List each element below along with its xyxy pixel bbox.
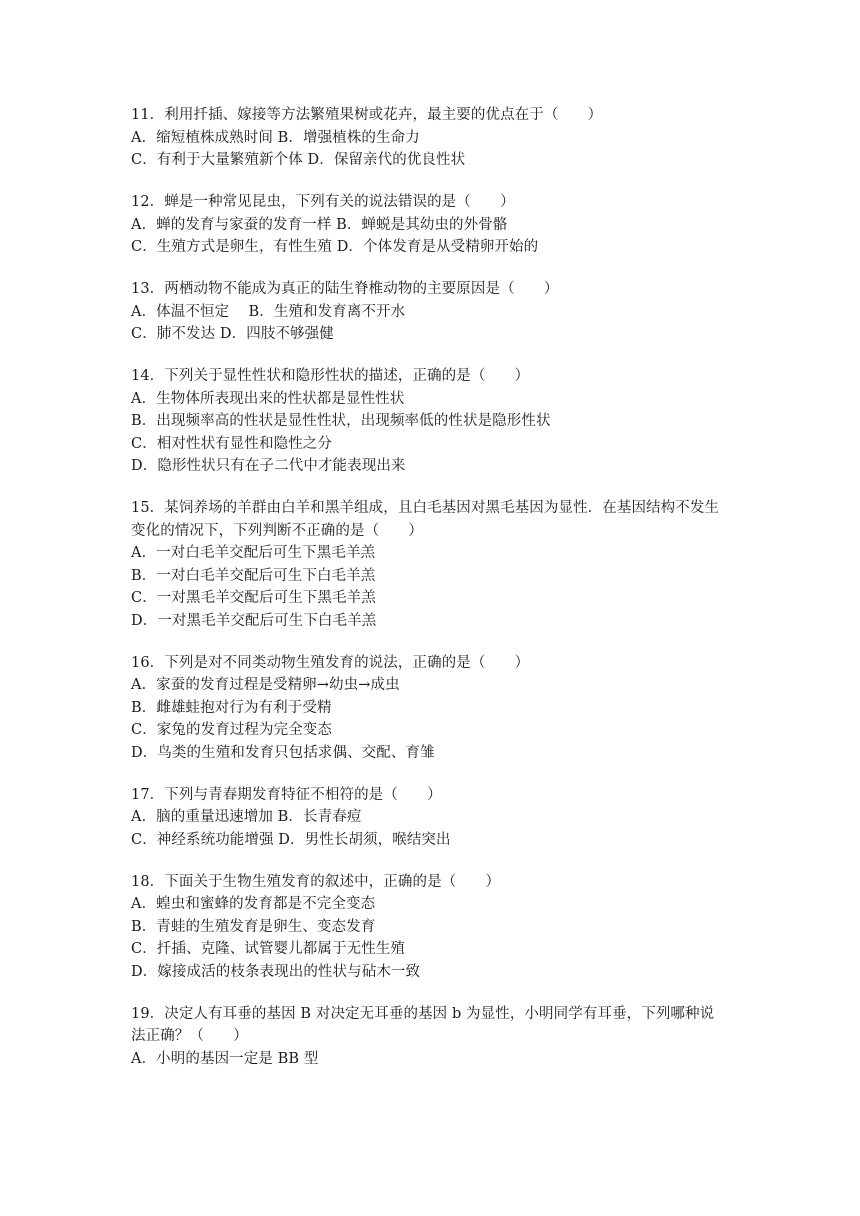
question-sheet	[131, 104, 741, 1090]
option-line: D．一对黑毛羊交配后可生下白毛羊羔	[131, 612, 377, 629]
question-text: 利用扦插、嫁接等方法繁殖果树或花卉，最主要的优点在于（ ）	[164, 107, 603, 123]
option-line: C．一对黑毛羊交配后可生下黑毛羊羔	[131, 590, 376, 606]
option-line: A．蝉的发育与家蚕的发育一样 B．蝉蜕是其幼虫的外骨骼	[131, 216, 508, 233]
option-line: A．一对白毛羊交配后可生下黑毛羊羔	[131, 545, 376, 561]
option-line: A．缩短植株成熟时间 B．增强植株的生命力	[131, 129, 420, 146]
option-line: D．鸟类的生殖和发育只包括求偶、交配、育雏	[131, 744, 435, 761]
question-text: 蝉是一种常见昆虫，下列有关的说法错误的是（ ）	[164, 194, 515, 210]
question-12	[131, 191, 741, 259]
question-number: 14．	[131, 368, 165, 384]
question-number: 12．	[131, 194, 165, 210]
option-line: B．出现频率高的性状是显性性状，出现频率低的性状是隐形性状	[131, 413, 551, 429]
question-stem	[131, 871, 741, 894]
question-text: 下列是对不同类动物生殖发育的说法，正确的是（ ）	[164, 654, 530, 671]
question-number: 15．	[131, 500, 165, 516]
question-number: 11．	[131, 107, 165, 123]
question-stem	[131, 652, 741, 675]
question-15	[131, 497, 741, 632]
question-stem	[131, 365, 741, 388]
option-line: B．一对白毛羊交配后可生下白毛羊羔	[131, 567, 376, 584]
question-18	[131, 871, 741, 984]
question-stem	[131, 191, 741, 214]
question-text: 下面关于生物生殖发育的叙述中，正确的是（ ）	[164, 873, 501, 890]
question-13	[131, 278, 741, 346]
question-number: 13．	[131, 281, 165, 297]
question-text: 决定人有耳垂的基因 B 对决定无耳垂的基因 b 为显性，小明同学有耳垂，下列哪种说	[164, 1005, 715, 1022]
question-number: 16．	[131, 654, 165, 671]
option-line: C．家兔的发育过程为完全变态	[131, 722, 332, 738]
question-number: 17．	[131, 786, 165, 803]
option-line: B．雌雄蛙抱对行为有利于受精	[131, 699, 332, 716]
question-text-continued: 法正确？（ ）	[131, 1028, 248, 1044]
question-stem	[131, 784, 741, 807]
question-text: 两栖动物不能成为真正的陆生脊椎动物的主要原因是（ ）	[164, 281, 559, 297]
question-text-continued: 变化的情况下，下列判断不正确的是（ ）	[131, 522, 423, 539]
option-line: A．体温不恒定 B．生殖和发育离不开水	[131, 303, 406, 320]
question-17	[131, 784, 741, 852]
question-stem	[131, 497, 741, 520]
question-11	[131, 104, 741, 172]
question-stem	[131, 1003, 741, 1026]
option-line: C．相对性状有显性和隐性之分	[131, 435, 332, 452]
option-line: C．有利于大量繁殖新个体 D．保留亲代的优良性状	[131, 152, 466, 168]
option-line: C．神经系统功能增强 D．男性长胡须，喉结突出	[131, 831, 451, 848]
question-text: 某饲养场的羊群由白羊和黑羊组成，且白毛基因对黑毛基因为显性．在基因结构不发生	[164, 500, 720, 516]
option-line: A．脑的重量迅速增加 B．长青春痘	[131, 809, 362, 825]
question-14	[131, 365, 741, 478]
option-line: A．生物体所表现出来的性状都是显性性状	[131, 390, 405, 407]
option-line: B．青蛙的生殖发育是卵生、变态发育	[131, 918, 376, 935]
option-line: C．生殖方式是卵生，有性生殖 D．个体发育是从受精卵开始的	[131, 239, 539, 255]
question-text: 下列与青春期发育特征不相符的是（ ）	[164, 786, 442, 803]
option-line: A．蝗虫和蜜蜂的发育都是不完全变态	[131, 896, 376, 912]
question-16	[131, 652, 741, 765]
question-19	[131, 1003, 741, 1071]
option-line: A．家蚕的发育过程是受精卵→幼虫→成虫	[131, 677, 400, 693]
question-text: 下列关于显性性状和隐形性状的描述，正确的是（ ）	[164, 368, 530, 384]
question-number: 19．	[131, 1005, 165, 1022]
option-line: A．小明的基因一定是 BB 型	[131, 1050, 319, 1067]
option-line: D．嫁接成活的枝条表现出的性状与砧木一致	[131, 963, 421, 980]
question-number: 18．	[131, 873, 165, 890]
question-stem	[131, 278, 741, 301]
question-stem	[131, 104, 741, 127]
option-line: C．扦插、克隆、试管婴儿都属于无性生殖	[131, 941, 405, 957]
option-line: C．肺不发达 D．四肢不够强健	[131, 326, 334, 342]
option-line: D．隐形性状只有在子二代中才能表现出来	[131, 458, 406, 474]
